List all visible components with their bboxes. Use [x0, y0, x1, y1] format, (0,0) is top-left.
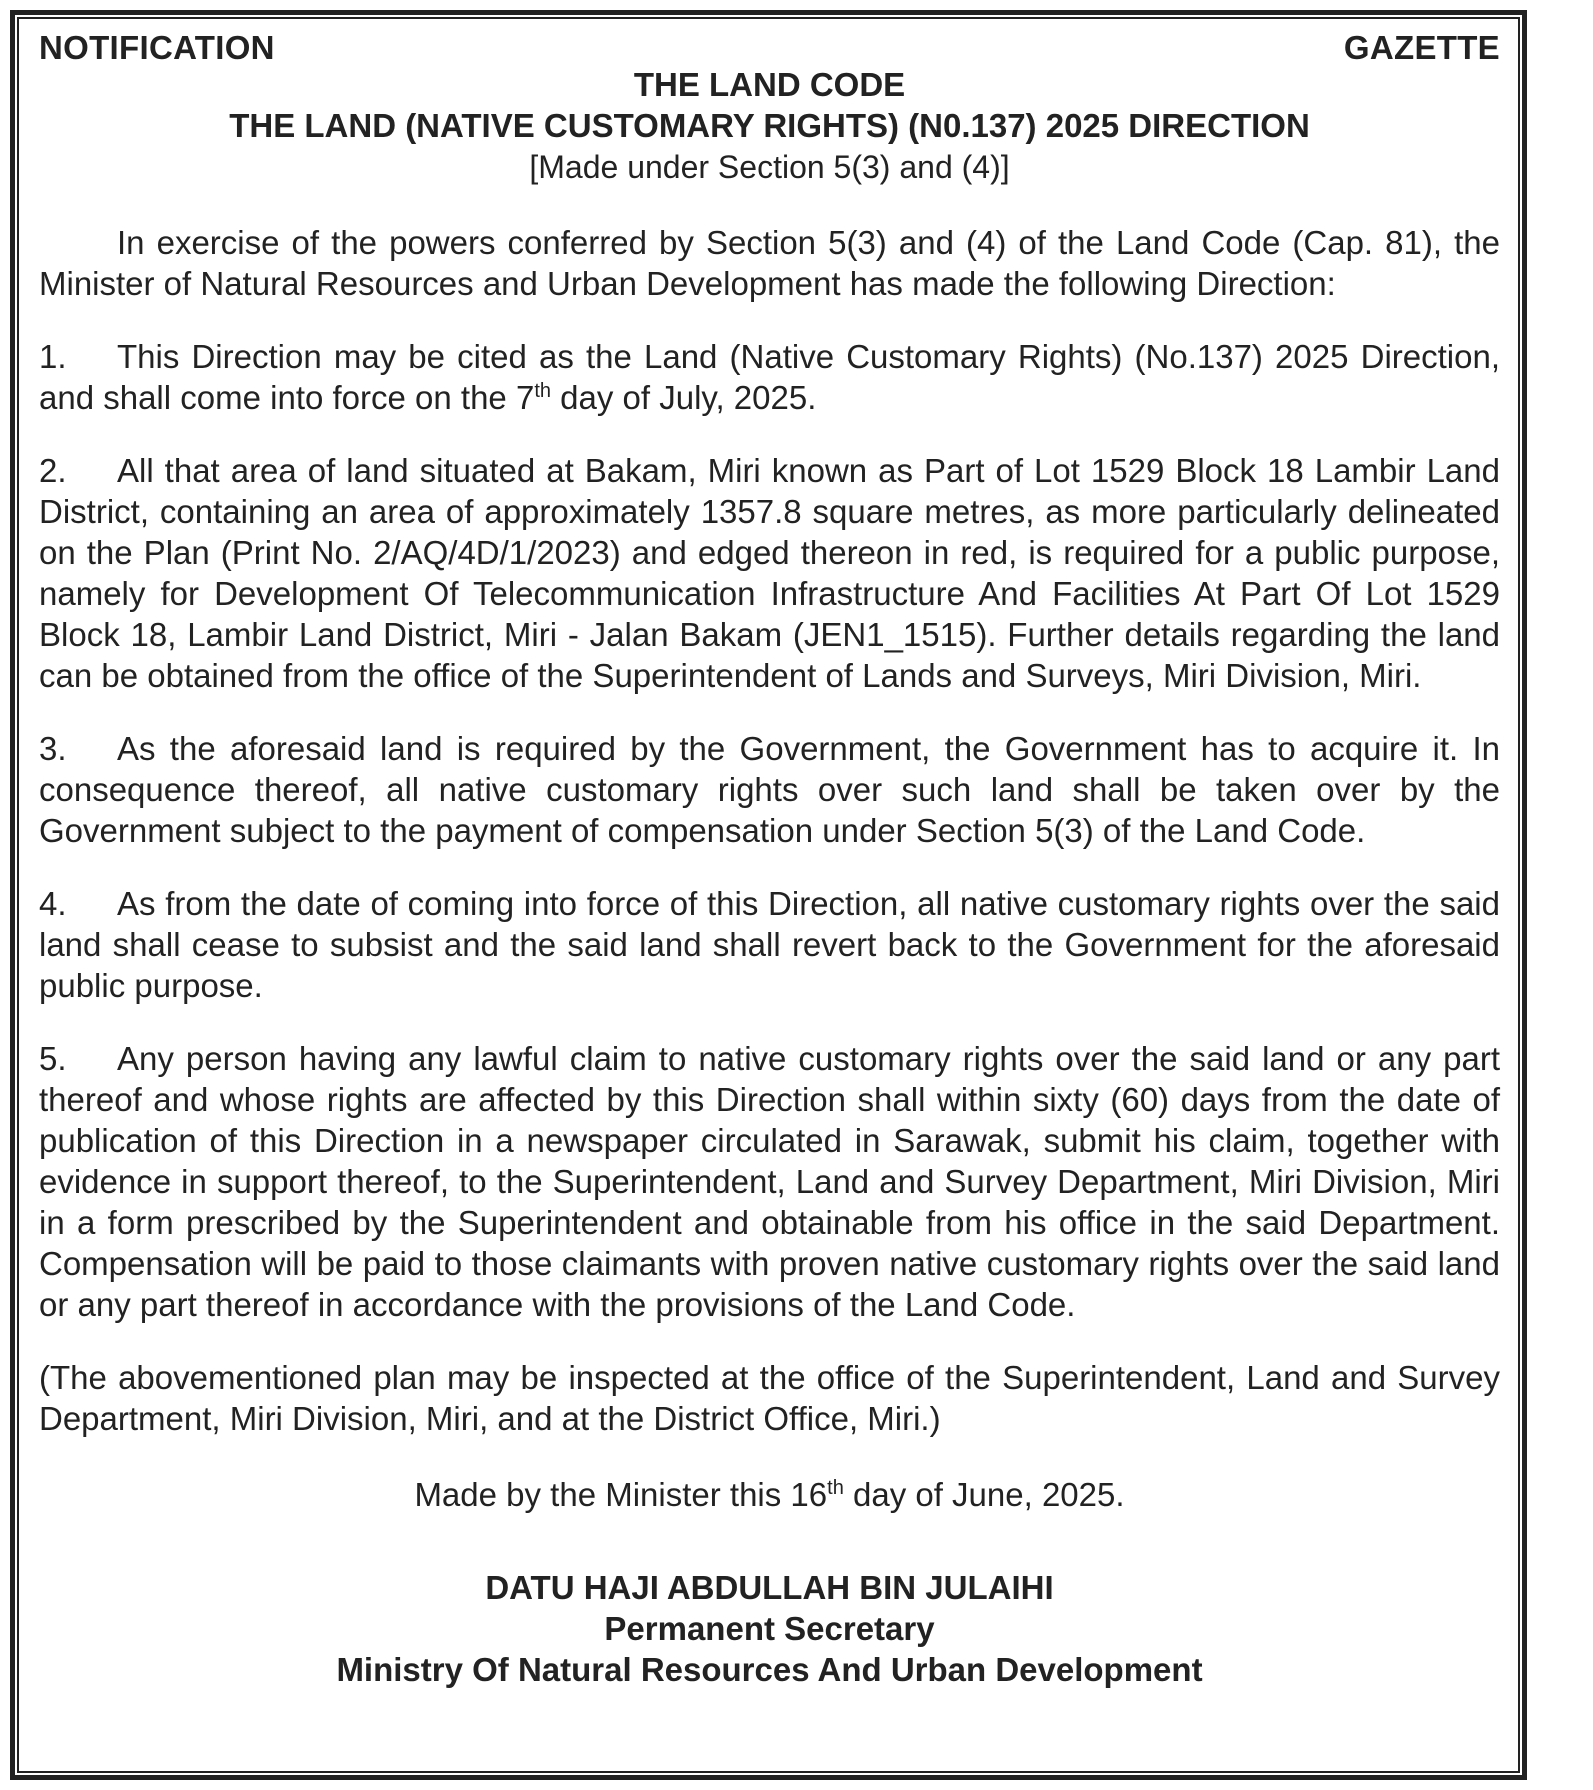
paragraph-number: 2. [39, 452, 67, 489]
paragraph-2-text: All that area of land situated at Bakam, Miri known as Part of Lot 1529 Block 18 Lambir Land District, containing an area of approximately 1357.8 square metres, as more particularly delineated on the Plan (Print No. 2/AQ/4D/1/2023) and edged thereon in red, is required for a public purpose, namely for Development Of Telecommunication Infrastructure And Facilities At Part Of Lot 1529 Block 18, Lambir Land District, Miri - Jalan Bakam (JEN1_1515). Further details regarding the land can be obtained from the office of the Superintendent of Lands and Surveys, Miri Division, Miri. [39, 452, 1500, 694]
notification-label: NOTIFICATION [39, 29, 275, 66]
paragraph-number: 3. [39, 730, 67, 767]
paragraph-1-text: This Direction may be cited as the Land (Native Customary Rights) (No.137) 2025 Direction, and shall come into force on the 7 [39, 338, 1500, 416]
document-title: THE LAND CODE [633, 66, 906, 103]
plan-inspection-note: (The abovementioned plan may be inspected at the office of the Superintendent, Land and Survey Department, Miri Division, Miri, and at the District Office, Miri.) [39, 1359, 1500, 1437]
paragraph-3-text: As the aforesaid land is required by the Government, the Government has to acquire it. In consequence thereof, all native customary rights over such land shall be taken over by the Government subject to the payment of compensation under Section 5(3) of the Land Code. [39, 730, 1500, 849]
paragraph-4-text: As from the date of coming into force of this Direction, all native customary rights over the said land shall cease to subsist and the said land shall revert back to the Government for the aforesaid public purpose. [39, 885, 1500, 1004]
paragraph-number: 4. [39, 885, 67, 922]
made-by-text: Made by the Minister this 16 [414, 1476, 828, 1513]
paragraph-5-text: Any person having any lawful claim to native customary rights over the said land or any part thereof and whose rights are affected by this Direction shall within sixty (60) days from the date of publication of this Direction in a newspaper circulated in Sarawak, submit his claim, together with evidence in support thereof, to the Superintendent, Land and Survey Department, Miri Division, Miri in a form prescribed by the Superintendent and obtainable from his office in the said Department. Compensation will be paid to those claimants with proven native customary rights over the said land or any part thereof in accordance with the provisions of the Land Code. [39, 1040, 1500, 1323]
paragraph-1-text-end: day of July, 2025. [551, 379, 817, 416]
ordinal-suffix: th [534, 380, 551, 402]
intro-text: In exercise of the powers conferred by Section 5(3) and (4) of the Land Code (Cap. 81), the Minister of Natural Resources and Urban Development has made the following Direction: [39, 224, 1500, 302]
made-by-text-end: day of June, 2025. [843, 1476, 1125, 1513]
made-under-note: [Made under Section 5(3) and (4)] [529, 149, 1010, 185]
gazette-label: GAZETTE [1343, 29, 1500, 66]
paragraph-2 [39, 450, 1500, 696]
notice-content [39, 28, 1500, 1690]
document-subtitle: THE LAND (NATIVE CUSTOMARY RIGHTS) (N0.137) 2025 DIRECTION [229, 107, 1310, 144]
top-line [39, 28, 1500, 68]
signature-block [39, 1567, 1500, 1690]
ordinal-suffix: th [827, 1477, 844, 1499]
signatory-name: DATU HAJI ABDULLAH BIN JULAIHI [485, 1569, 1054, 1606]
paragraph-5 [39, 1038, 1500, 1325]
paragraph-number: 5. [39, 1040, 67, 1077]
intro-paragraph [39, 222, 1500, 304]
made-by-line [39, 1474, 1500, 1515]
paragraph-number: 1. [39, 338, 67, 375]
paragraph-1 [39, 336, 1500, 418]
paragraph-3 [39, 728, 1500, 851]
signatory-position: Permanent Secretary [604, 1610, 935, 1647]
signatory-ministry: Ministry Of Natural Resources And Urban Development [336, 1651, 1203, 1688]
paragraph-4 [39, 883, 1500, 1006]
